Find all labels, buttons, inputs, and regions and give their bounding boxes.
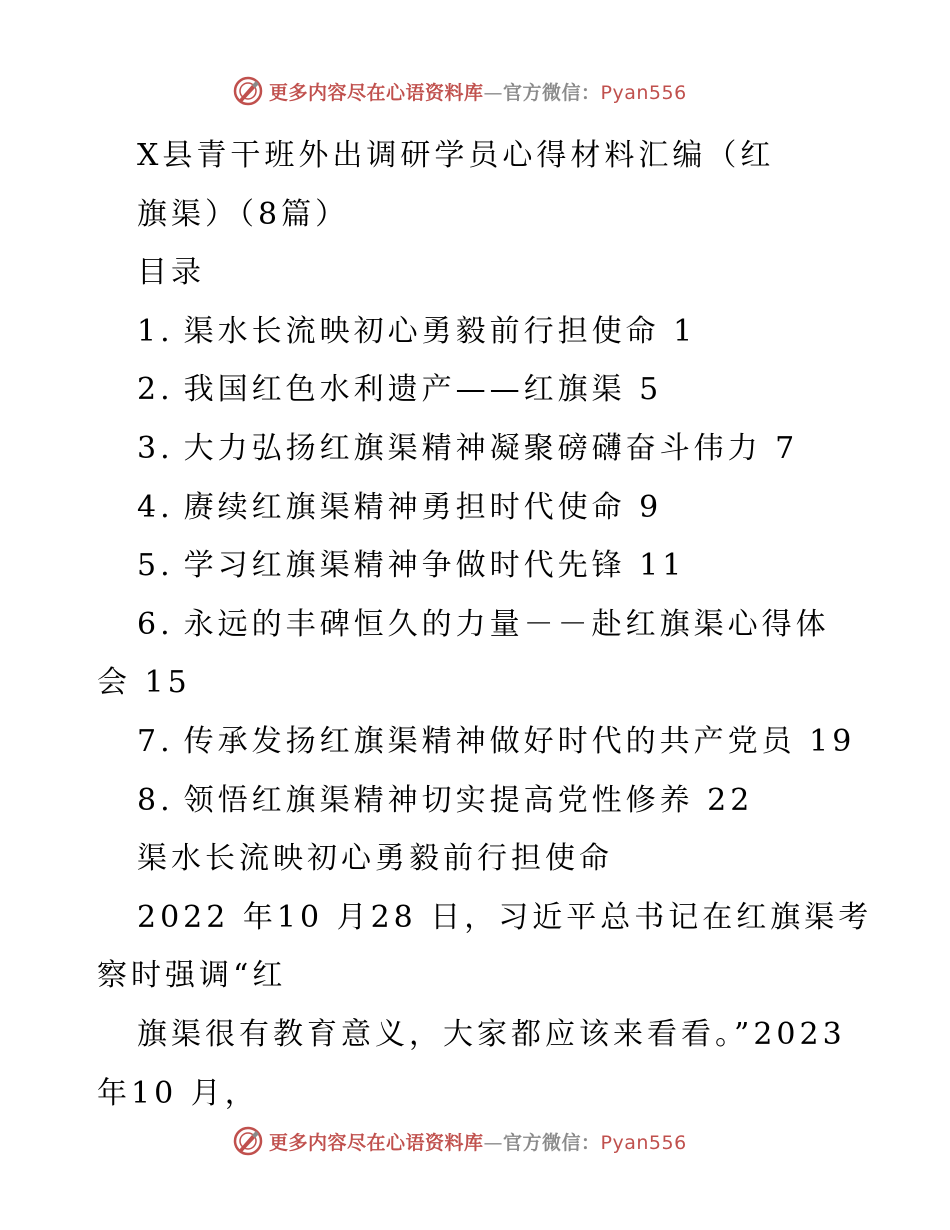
document-body [97,127,873,1123]
watermark-official-label: 官方微信： [503,81,601,104]
watermark-main-text: 更多内容尽在心语资料库 [269,1131,484,1154]
toc-item [97,537,857,596]
toc-item-title: 我国红色水利遗产——红旗渠 [183,372,626,408]
pen-circle-logo-icon [233,1126,263,1156]
toc-item-title: 赓续红旗渠精神勇担时代使命 [183,489,626,525]
document-title-line-2: 旗渠）（8篇） [137,196,350,232]
toc-item-page: 9 [639,489,663,525]
toc-item-title: 渠水长流映初心勇毅前行担使命 [183,313,660,349]
toc-item [97,303,857,362]
document-title-line-1: X县青干班外出调研学员心得材料汇编（红 [137,138,775,173]
header-watermark [233,74,687,108]
watermark-official-label: 官方微信： [503,1131,601,1154]
watermark-wechat-id: Pyan556 [600,1131,687,1154]
toc-item-page: 22 [707,782,754,818]
toc-item-number: 6. [137,606,174,642]
pen-circle-logo-icon [233,76,263,106]
toc-item [97,713,857,772]
toc-item-page: 11 [639,548,686,584]
toc-item [97,479,857,538]
toc-item-title: 永远的丰碑恒久的力量－－赴红旗渠心得体 [183,606,830,642]
toc-item-continuation [97,654,857,713]
toc-item-page: 7 [775,430,799,466]
toc-item [97,420,857,479]
toc-item-number: 7. [137,723,174,759]
toc-item [97,361,857,420]
toc-item-number: 4. [137,489,174,525]
toc-item-number: 1. [137,313,174,349]
toc-heading: 目录 [137,255,205,291]
toc-item-title: 传承发扬红旗渠精神做好时代的共产党员 [183,723,796,759]
toc-item-title: 学习红旗渠精神争做时代先锋 [183,548,626,584]
toc-item-title: 领悟红旗渠精神切实提高党性修养 [183,782,694,818]
toc-item [97,596,857,655]
toc-item-page: 1 [673,313,697,349]
toc-item-page: 5 [639,372,663,408]
toc-item [97,772,857,831]
toc-item-number: 3. [137,430,174,466]
body-paragraph-line: 旗渠很有教育意义，大家都应该来看看。”2023 [137,1016,846,1052]
section-title: 渠水长流映初心勇毅前行担使命 [137,841,613,877]
watermark-main-text: 更多内容尽在心语资料库 [269,81,484,104]
toc-item-page: 15 [144,665,191,701]
toc-item-title: 大力弘扬红旗渠精神凝聚磅礴奋斗伟力 [183,430,762,466]
toc-item-page: 19 [809,723,856,759]
body-paragraph-line: 2022 年10 月28 日，习近平总书记在红旗渠考 [137,899,873,935]
body-paragraph-line: 年10 月， [97,1075,259,1111]
watermark-wechat-id: Pyan556 [600,81,687,104]
toc-item-title-continuation: 会 [97,665,131,701]
toc-item-number: 2. [137,372,174,408]
toc-item-number: 5. [137,548,174,584]
body-paragraph-line: 察时强调“红 [97,958,287,994]
toc-item-number: 8. [137,782,174,818]
footer-watermark [233,1124,687,1158]
watermark-dash: — [483,1131,504,1154]
watermark-dash: — [483,81,504,104]
